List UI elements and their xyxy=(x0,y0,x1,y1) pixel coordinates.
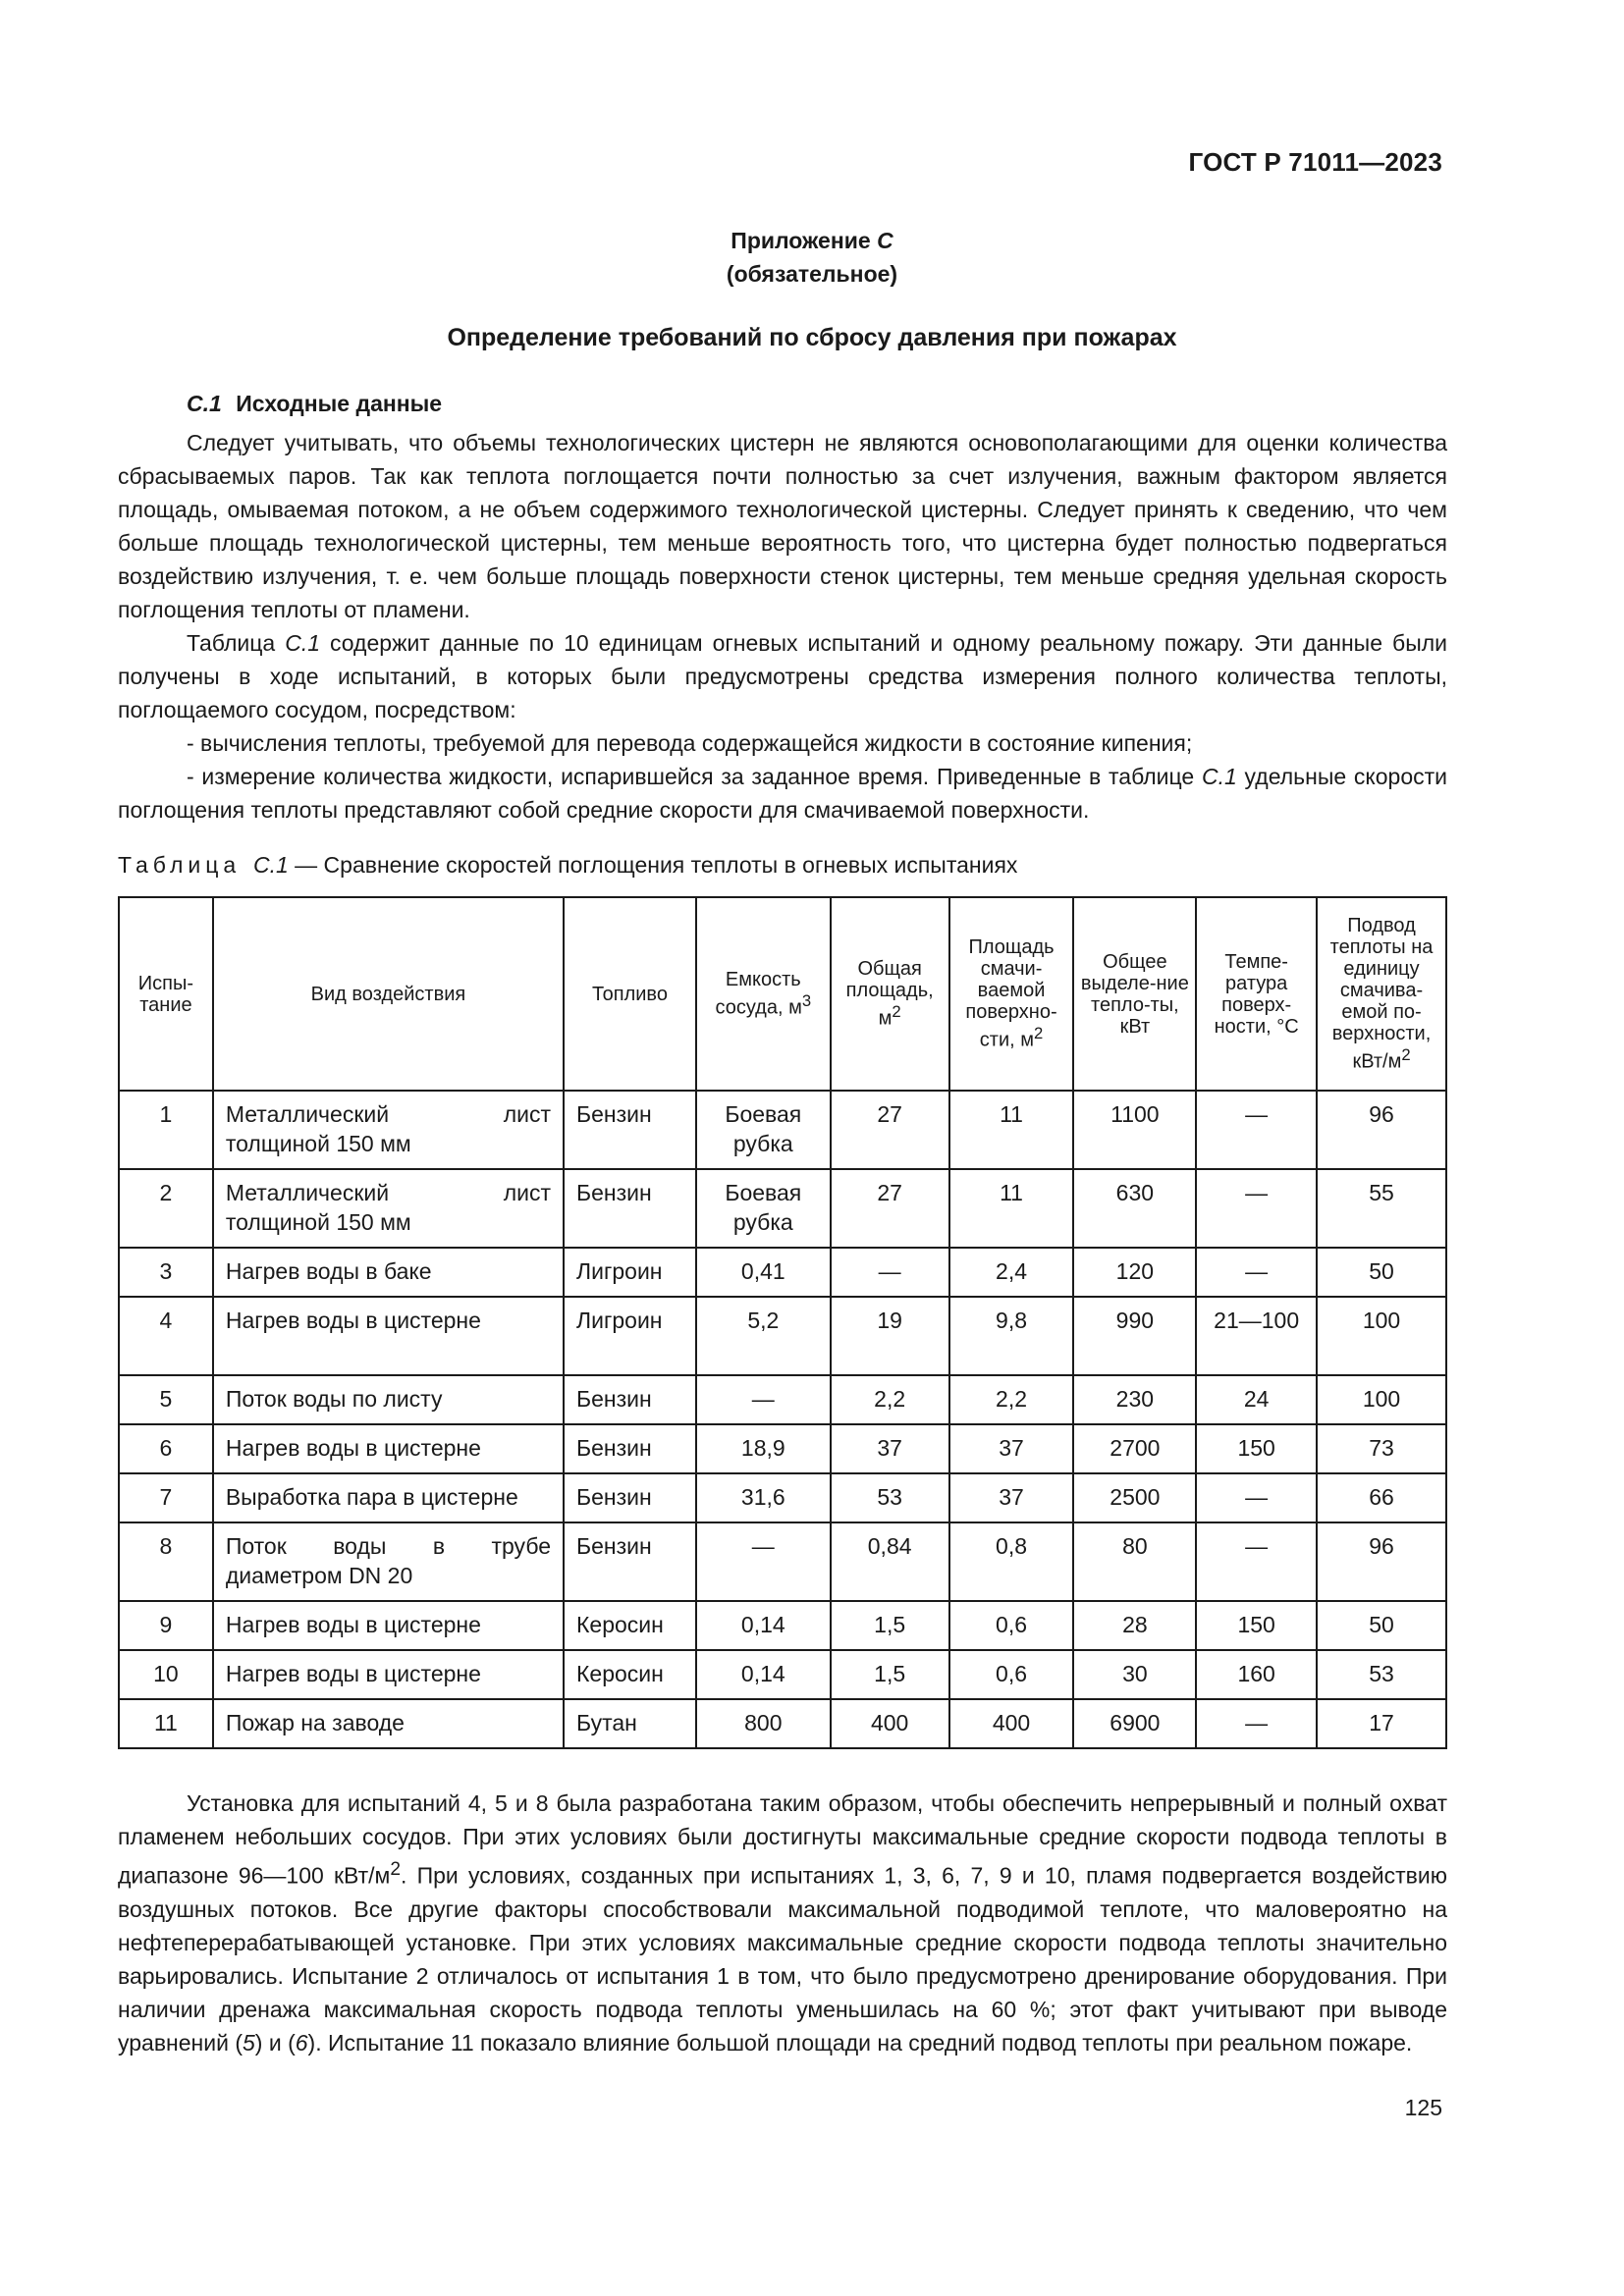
header-test: Испы-тание xyxy=(119,897,213,1091)
subsection-heading xyxy=(187,391,442,417)
table-row: 8 Поток воды в трубе диаметром DN 20 Бензин — 0,84 0,8 80 — 96 xyxy=(119,1522,1446,1601)
table-row: 3 Нагрев воды в баке Лигроин 0,41 — 2,4 120 — 50 xyxy=(119,1248,1446,1297)
table-reference: С.1 xyxy=(1201,764,1237,789)
table-caption xyxy=(118,852,1017,879)
table-reference: С.1 xyxy=(285,630,320,656)
header-temperature: Темпе-ратура поверх-ности, °С xyxy=(1196,897,1317,1091)
table-row: 6 Нагрев воды в цистерне Бензин 18,9 37 37 2700 150 73 xyxy=(119,1424,1446,1473)
header-impact: Вид воздействия xyxy=(213,897,564,1091)
table-row: 1 Металлический лист толщиной 150 мм Бензин Боевая рубка 27 11 1100 — 96 xyxy=(119,1091,1446,1169)
subsection-number: С.1 xyxy=(187,391,222,416)
header-capacity: Емкость сосуда, $м^3$ xyxy=(696,897,831,1091)
header-wetted-area: Площадь смачи-ваемой поверхно-сти, $м^2$ xyxy=(949,897,1074,1091)
heat-absorption-table xyxy=(118,896,1447,1749)
closing-paragraph: Установка для испытаний 4, 5 и 8 была разработана таким образом, чтобы обеспечить непрерывный и полный охват пламенем небольших сосудов. При этих условиях были достигнуты максимальные средние скорости подвода теплоты в диапазоне 96—100 кВт/$м^2$. При условиях, созданных при испытаниях 1, 3, 6, 7, 9 и 10, пламя подвергается воздействию воздушных потоков. Все другие факторы способствовали максимальной подводимой теплоте, что маловероятно на нефтеперерабатывающей установке. При этих условиях максимальные средние скорости подвода теплоты значительно варьировались. Испытание 2 отличалось от испытания 1 в том, что было предусмотрено дренирование оборудования. При наличии дренажа максимальная скорость подвода теплоты уменьшилась на 60 %; этот факт учитывают при выводе уравнений (5) и (6). Испытание 11 показало влияние большой площади на средний подвод теплоты при реальном пожаре. xyxy=(118,1790,1448,2056)
caption-ref: С.1 xyxy=(252,852,289,878)
intro-paragraph-1: Следует учитывать, что объемы технологических цистерн не являются основополагающими для оценки количества сбрасываемых паров. Так как теплота поглощается почти полностью за счет излучения, важным фактором является площадь, омываемая потоком, а не объем содержимого технологической цистерны. Следует принять к сведению, что чем больше площадь технологической цистерны, тем меньше вероятность того, что цистерна будет полностью подвергаться воздействию излучения, т. е. чем больше площадь поверхности стенок цистерны, тем меньше средняя удельная скорость поглощения теплоты от пламени. xyxy=(118,430,1447,622)
header-fuel: Топливо xyxy=(564,897,696,1091)
appendix-letter: С xyxy=(877,228,893,253)
section-title: Определение требований по сбросу давления при пожарах xyxy=(447,324,1177,351)
table-row: 5 Поток воды по листу Бензин — 2,2 2,2 230 24 100 xyxy=(119,1375,1446,1424)
caption-text: — Сравнение скоростей поглощения теплоты в огневых испытаниях xyxy=(288,852,1018,878)
table-header-row xyxy=(119,897,1446,1091)
header-heat-flux: Подвод теплоты на единицу смачива-емой по-верхности, кВт/$м^2$ xyxy=(1317,897,1446,1091)
table-row: 9 Нагрев воды в цистерне Керосин 0,14 1,5 0,6 28 150 50 xyxy=(119,1601,1446,1650)
closing-text xyxy=(118,1787,1447,2059)
table-row: 2 Металлический лист толщиной 150 мм Бензин Боевая рубка 27 11 630 — 55 xyxy=(119,1169,1446,1248)
page-number: 125 xyxy=(1404,2095,1442,2120)
header-area: Общая площадь, $м^2$ xyxy=(831,897,949,1091)
appendix-title: Приложение С xyxy=(731,228,893,253)
subsection-title: Исходные данные xyxy=(236,391,443,416)
equation-ref-6: 6 xyxy=(295,2029,308,2056)
list-item-1: - вычисления теплоты, требуемой для перевода содержащейся жидкости в состояние кипения; xyxy=(187,730,1193,756)
intro-text xyxy=(118,426,1447,827)
table-row: 11 Пожар на заводе Бутан 800 400 400 6900 — 17 xyxy=(119,1699,1446,1748)
appendix-status: (обязательное) xyxy=(726,261,898,287)
caption-word: Таблица xyxy=(118,852,242,878)
table-row: 7 Выработка пара в цистерне Бензин 31,6 53 37 2500 — 66 xyxy=(119,1473,1446,1522)
intro-paragraph-2: Таблица С.1 содержит данные по 10 единицам огневых испытаний и одному реальному пожару. Эти данные были получены в ходе испытаний, в которых были предусмотрены средства измерения полного количества теплоты, поглощаемого сосудом, посредством: xyxy=(118,630,1447,722)
equation-ref-5: 5 xyxy=(242,2029,255,2056)
table-row: 4 Нагрев воды в цистерне Лигроин 5,2 19 9,8 990 21—100 100 xyxy=(119,1297,1446,1375)
document-code: ГОСТ Р 71011—2023 xyxy=(1188,147,1442,177)
header-total-heat: Общее выделе-ние тепло-ты, кВт xyxy=(1073,897,1196,1091)
table-row: 10 Нагрев воды в цистерне Керосин 0,14 1,5 0,6 30 160 53 xyxy=(119,1650,1446,1699)
list-item-2: - измерение количества жидкости, испарившейся за заданное время. Приведенные в таблице С.1 удельные скорости поглощения теплоты представляют собой средние скорости для смачиваемой поверхности. xyxy=(118,764,1447,823)
appendix-heading xyxy=(0,224,1624,291)
